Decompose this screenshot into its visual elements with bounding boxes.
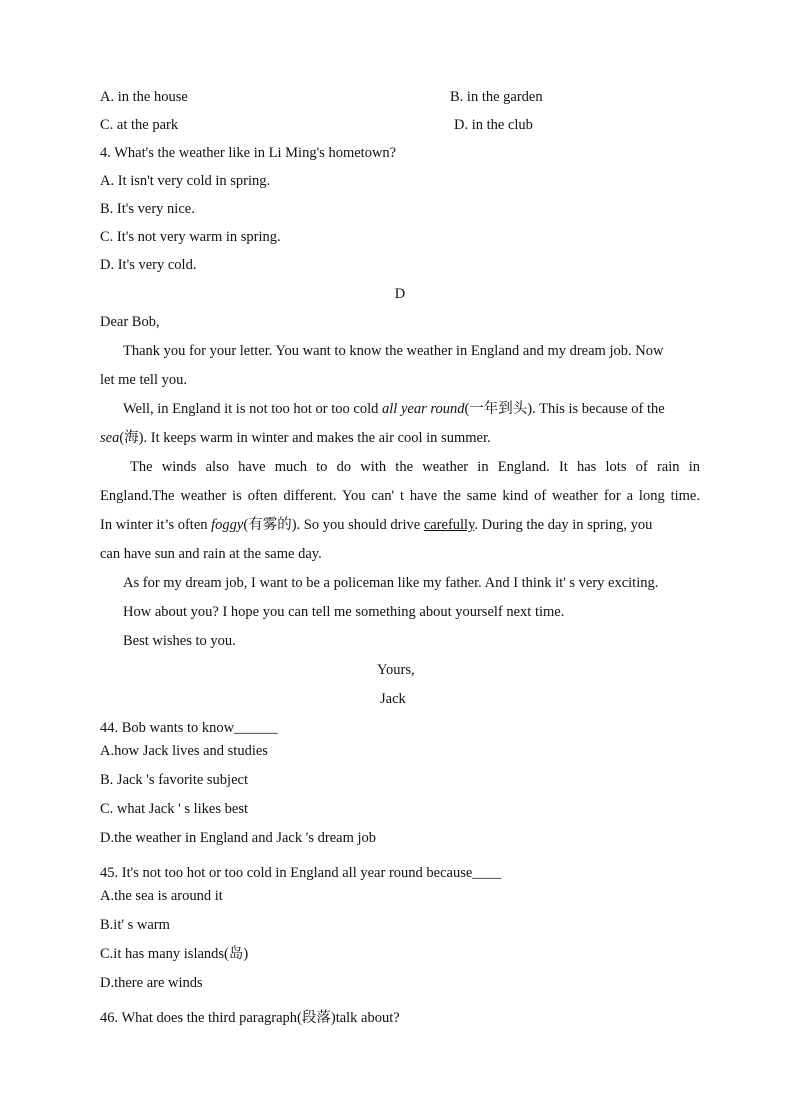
letter-closing: Yours, xyxy=(377,662,415,678)
italic-word-foggy: foggy xyxy=(211,517,244,533)
paragraph-3-line-2: England.The weather is often different. You can' t have the same kind of weather for a long time. xyxy=(100,488,700,504)
paragraph-3-line-3: In winter it’s often foggy(有雾的). So you should drive carefully. During the day in spring, you xyxy=(100,517,653,533)
paragraph-1-line-2: let me tell you. xyxy=(100,372,187,388)
q44-option-b: B. Jack 's favorite subject xyxy=(100,772,248,788)
paragraph-1-line-1: Thank you for your letter. You want to know the weather in England and my dream job. Now xyxy=(123,343,664,359)
underlined-word-carefully: carefully xyxy=(423,517,475,533)
q4-option-a: A. It isn't very cold in spring. xyxy=(100,173,271,189)
q44-option-c: C. what Jack ' s likes best xyxy=(100,801,248,817)
section-label: D xyxy=(394,286,406,302)
q45-question: 45. It's not too hot or too cold in England all year round because____ xyxy=(100,865,502,881)
q4-option-b: B. It's very nice. xyxy=(100,201,195,217)
paragraph-3-line-1: The winds also have much to do with the weather in England. It has lots of rain in xyxy=(130,459,700,475)
paragraph-3-line-4: can have sun and rain at the same day. xyxy=(100,546,322,562)
paragraph-6: Best wishes to you. xyxy=(123,633,236,649)
q4-option-d: D. It's very cold. xyxy=(100,257,197,273)
q45-option-d: D.there are winds xyxy=(100,975,203,991)
q44-option-a: A.how Jack lives and studies xyxy=(100,743,268,759)
q3-option-d: D. in the club xyxy=(454,117,533,133)
letter-greeting: Dear Bob, xyxy=(100,314,160,330)
q45-option-b: B.it' s warm xyxy=(100,917,170,933)
paragraph-4: As for my dream job, I want to be a policeman like my father. And I think it' s very exciting. xyxy=(123,575,659,591)
letter-signature: Jack xyxy=(380,691,406,707)
paragraph-2-line-1: Well, in England it is not too hot or too cold all year round(一年到头). This is because of the xyxy=(123,401,665,417)
q45-option-c: C.it has many islands(岛) xyxy=(100,946,249,962)
q4-option-c: C. It's not very warm in spring. xyxy=(100,229,281,245)
italic-phrase-all-year-round: all year round xyxy=(382,401,465,417)
italic-word-sea: sea xyxy=(100,430,120,446)
q3-option-c: C. at the park xyxy=(100,117,179,133)
q3-option-b: B. in the garden xyxy=(450,89,543,105)
q4-question: 4. What's the weather like in Li Ming's hometown? xyxy=(100,145,397,161)
q3-option-a: A. in the house xyxy=(100,89,188,105)
q44-option-d: D.the weather in England and Jack 's dream job xyxy=(100,830,377,846)
paragraph-5: How about you? I hope you can tell me something about yourself next time. xyxy=(123,604,565,620)
paragraph-2-line-2: sea(海). It keeps warm in winter and makes the air cool in summer. xyxy=(100,430,491,446)
q46-question: 46. What does the third paragraph(段落)talk about? xyxy=(100,1010,400,1026)
q45-option-a: A.the sea is around it xyxy=(100,888,223,904)
q44-question: 44. Bob wants to know______ xyxy=(100,720,278,736)
